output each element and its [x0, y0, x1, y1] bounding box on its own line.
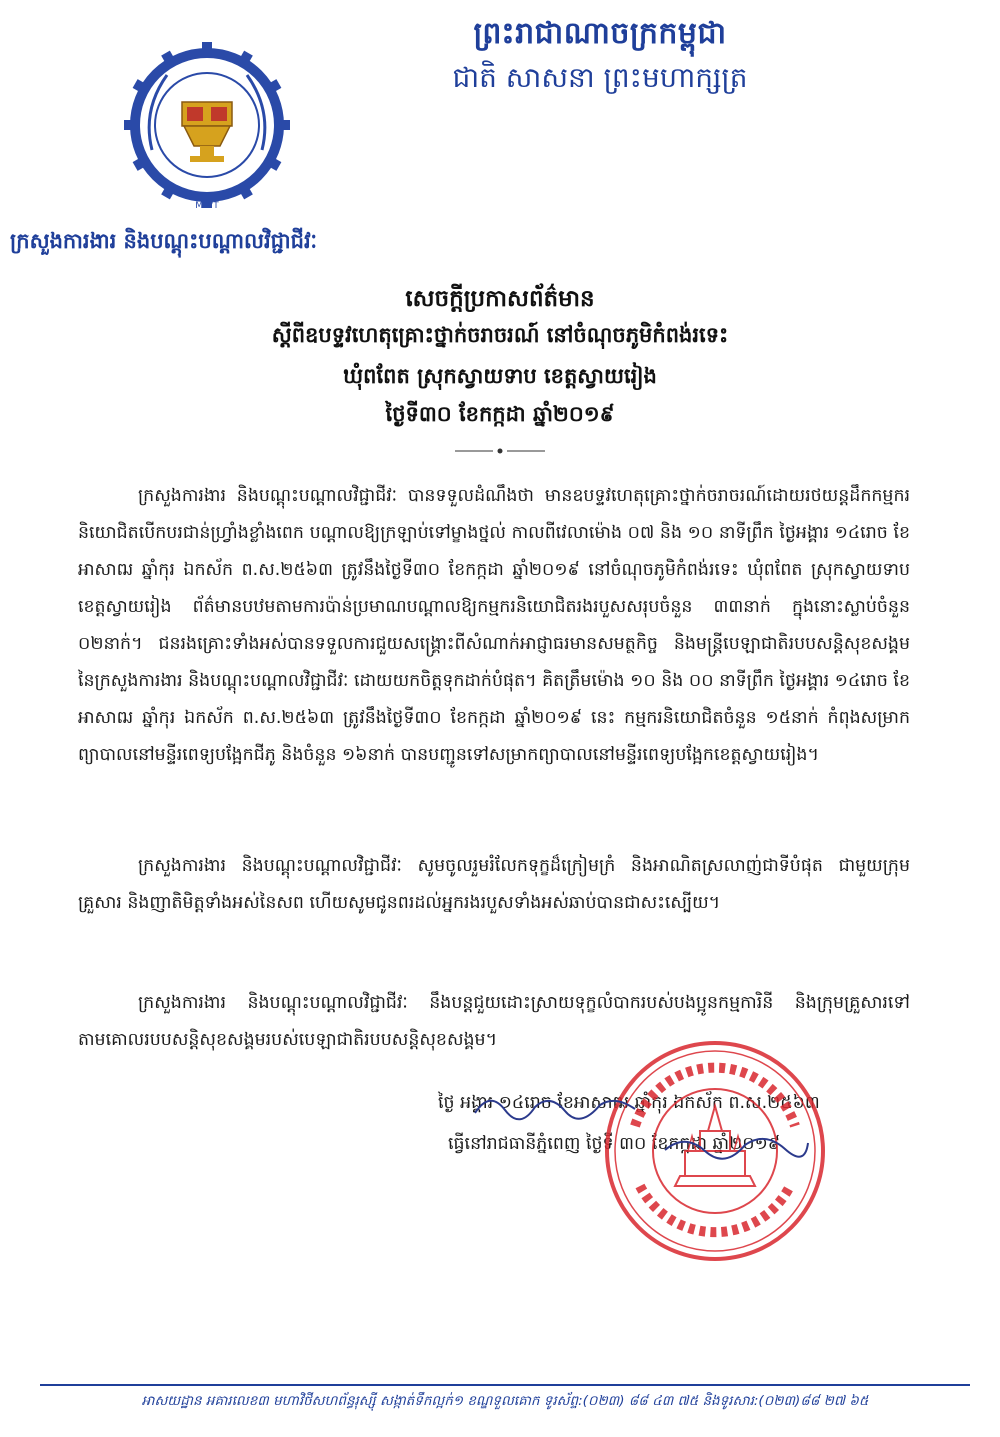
document-subject: ស្តីពីឧបទ្ទវហេតុគ្រោះថ្នាក់ចរាចរណ៍ នៅចំណុចភូមិកំពង់រទេះ — [271, 322, 729, 347]
title-divider-ornament — [455, 447, 545, 455]
svg-text:MLVT: MLVT — [195, 201, 219, 211]
solar-date-line: ធ្វើនៅរាជធានីភ្នំពេញ ថ្ងៃទី ៣០ ខែកក្កដា ឆ្នាំ២០១៩ — [448, 1134, 781, 1154]
kingdom-heading: ព្រះរាជាណាចក្រកម្ពុជា — [473, 16, 727, 51]
document-title: សេចក្តីប្រកាសព័ត៌មាន — [405, 285, 595, 312]
body-paragraph-incident: ក្រសួងការងារ និងបណ្តុះបណ្តាលវិជ្ជាជីវៈ បានទទួលដំណឹងថា មានឧបទ្ទវហេតុគ្រោះថ្នាក់ចរាចរណ៍ដោយរថយន្តដឹកកម្មករនិយោជិតបើកបរជាន់ហ្វ្រាំងខ្លាំងពេក បណ្តាលឱ្យក្រឡាប់ទៅម្ខាងថ្នល់ កាលពីវេលាម៉ោង ០៧ និង ១០ នាទីព្រឹក ថ្ងៃអង្គារ ១៤រោច ខែអាសាឍ ឆ្នាំកុរ ឯកស័ក ព.ស.២៥៦៣ ត្រូវនឹងថ្ងៃទី៣០ ខែកក្កដា ឆ្នាំ២០១៩ នៅចំណុចភូមិកំពង់រទេះ ឃុំពពែត ស្រុកស្វាយទាប ខេត្តស្វាយរៀង ព័ត៌មានបឋមតាមការប៉ាន់ប្រមាណបណ្តាលឱ្យកម្មករនិយោជិតរងរបួសសរុបចំនួន ៣៣នាក់ ក្នុងនោះស្លាប់ចំនួន ០២នាក់។ ជនរងគ្រោះទាំងអស់បានទទួលការជួយសង្គ្រោះពីសំណាក់អាជ្ញាធរមានសមត្ថកិច្ច និងមន្ត្រីបេឡាជាតិរបបសន្តិសុខសង្គម នៃក្រសួងការងារ និងបណ្តុះបណ្តាលវិជ្ជាជីវៈ ដោយយកចិត្តទុកដាក់បំផុត។ គិតត្រឹមម៉ោង ១០ និង ០០ នាទីព្រឹក ថ្ងៃអង្គារ ១៤រោច ខែអាសាឍ ឆ្នាំកុរ ឯកស័ក ព.ស.២៥៦៣ ត្រូវនឹងថ្ងៃទី៣០ ខែកក្កដា ឆ្នាំ២០១៩ នេះ កម្មករនិយោជិតចំនួន ១៥នាក់ កំពុងសម្រាកព្យាបាលនៅមន្ទីរពេទ្យបង្អែកជីភូ និងចំនួន ១៦នាក់ បានបញ្ជូនទៅសម្រាកព្យាបាលនៅមន្ទីរពេទ្យបង្អែកខេត្តស្វាយរៀង។ — [78, 486, 910, 765]
body-paragraph-support: ក្រសួងការងារ និងបណ្តុះបណ្តាលវិជ្ជាជីវៈ នឹងបន្តជួយដោះស្រាយទុក្ខលំបាករបស់បងប្អូនកម្មការិនី និងក្រុមគ្រួសារទៅតាមគោលរបបសន្តិសុខសង្គមរបស់បេឡាជាតិរបបសន្តិសុខសង្គម។ — [78, 993, 910, 1050]
document-location: ឃុំពពែត ស្រុកស្វាយទាប ខេត្តស្វាយរៀង — [343, 363, 657, 388]
national-motto: ជាតិ សាសនា ព្រះមហាក្សត្រ — [452, 61, 748, 94]
ministry-logo-icon — [112, 30, 302, 220]
lunar-date-line: ថ្ងៃ អង្គារ ១៤រោច ខែអាសាឍ ឆ្នាំកុរ ឯកស័ក ព.ស.២៥៦៣ — [438, 1093, 820, 1113]
document-date: ថ្ងៃទី៣០ ខែកក្កដា ឆ្នាំ២០១៩ — [385, 401, 615, 426]
handwritten-month-signature-icon — [660, 1125, 810, 1165]
footer-address: អាសយដ្ឋាន អគារលេខ៣ មហាវិថីសហព័ន្ធរុស្ស៊ី សង្កាត់ទឹកល្អក់១ ខណ្ឌទួលគោក ទូរស័ព្ទ:(០២៣) ៨៨ ៤៣ ៧៥ និងទូរសារ:(០២៣)៨៨ ២៧ ៦៥ — [141, 1393, 869, 1409]
footer-divider — [40, 1384, 970, 1386]
ministry-name: ក្រសួងការងារ និងបណ្តុះបណ្តាលវិជ្ជាជីវៈ — [10, 228, 318, 253]
handwritten-date-signature-icon — [470, 1085, 640, 1125]
body-paragraph-condolence: ក្រសួងការងារ និងបណ្តុះបណ្តាលវិជ្ជាជីវៈ សូមចូលរួមរំលែកទុក្ខដ៏ក្រៀមក្រំ និងអាណិតស្រលាញ់ជាទីបំផុត ជាមួយក្រុមគ្រួសារ និងញាតិមិត្តទាំងអស់នៃសព ហើយសូមជូនពរដល់អ្នករងរបួសទាំងអស់ឆាប់បានជាសះស្បើយ។ — [78, 856, 910, 913]
